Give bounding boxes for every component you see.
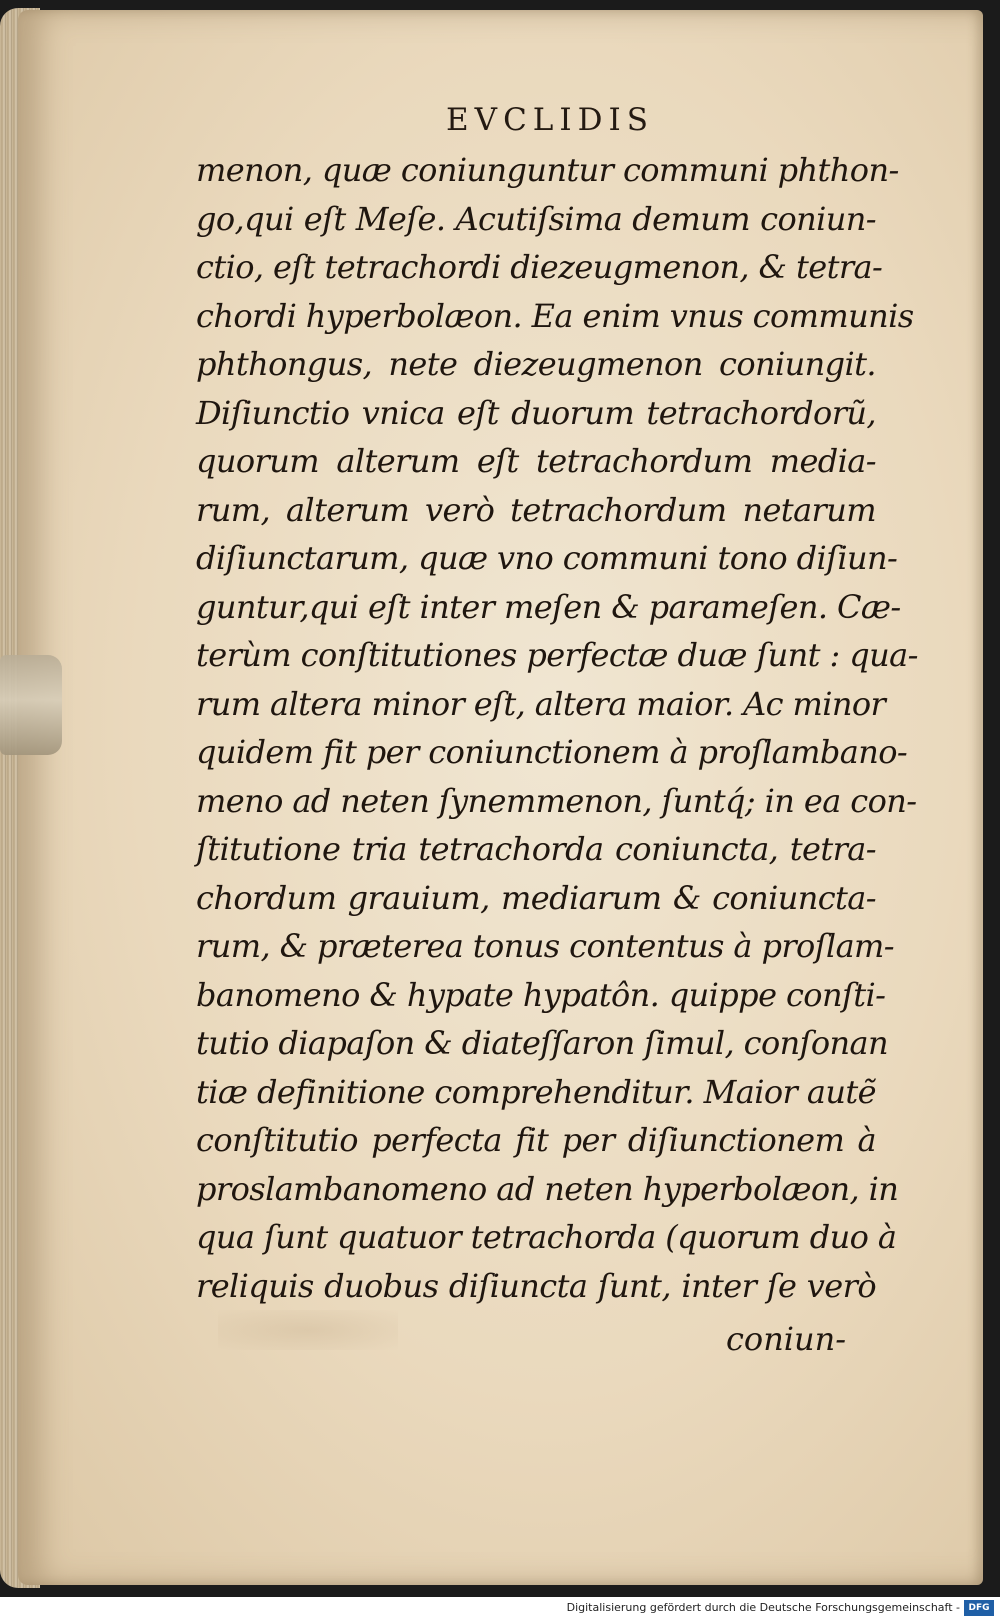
text-line: Diſiunctio vnica eſt duorum tetrachordorũ, [196, 393, 876, 432]
catchword: coniun- [726, 1320, 847, 1358]
text-line: ſtitutione tria tetrachorda coniuncta, tetra- [196, 830, 876, 868]
text-line: phthongus, nete diezeugmenon coniungit. [196, 345, 876, 383]
text-line: diſiunctarum, quæ vno communi tono diſiun- [196, 539, 898, 577]
text-line: quidem fit per coniunctionem à proſlambano- [196, 733, 908, 771]
text-line: chordi hyperbolæon. Ea enim vnus communis [196, 296, 914, 335]
bookmark-tab [0, 655, 62, 755]
dfg-logo-icon[interactable]: DFG [964, 1600, 994, 1616]
text-line: ctio, eſt tetrachordi diezeugmenon, & tetra- [196, 248, 883, 286]
text-line: quorum alterum eſt tetrachordum media- [196, 442, 876, 480]
body-text [196, 146, 918, 1310]
digitization-credit: Digitalisierung gefördert durch die Deutsche Forschungsgemeinschaft - [566, 1601, 960, 1614]
text-line: guntur,qui eſt inter meſen & parameſen. Cæ- [196, 587, 901, 626]
text-line: banomeno & hypate hypatôn. quippe conſti- [196, 975, 886, 1014]
text-line: meno ad neten ſynemmenon, ſuntq́; in ea con- [196, 781, 917, 820]
text-line: rum, alterum verò tetrachordum netarum [196, 490, 876, 529]
text-line: proslambanomeno ad neten hyperbolæon, in [196, 1169, 899, 1208]
running-head: EVCLIDIS [446, 102, 654, 138]
page-stain [218, 1310, 398, 1350]
text-line: conſtitutio perfecta fit per diſiunctionem à [196, 1121, 876, 1159]
text-line: rum, & præterea tonus contentus à proſlam- [196, 927, 895, 965]
text-line: chordum grauium, mediarum & coniuncta- [196, 878, 876, 917]
text-line: rum altera minor eſt, altera maior. Ac minor [196, 684, 886, 723]
text-line: terùm conſtitutiones perfectæ duæ ſunt : qua- [196, 636, 918, 674]
text-line: reliquis duobus diſiuncta ſunt, inter ſe verò [196, 1266, 876, 1305]
text-line: tutio diapaſon & diateſſaron ſimul, conſonan [196, 1024, 889, 1062]
text-line: tiæ definitione comprehenditur. Maior autẽ [196, 1072, 876, 1111]
text-line: go,qui eſt Meſe. Acutiſsima demum coniun- [196, 199, 876, 238]
text-line: menon, quæ coniunguntur communi phthon- [196, 151, 899, 189]
text-line: qua ſunt quatuor tetrachorda (quorum duo à [196, 1218, 897, 1256]
